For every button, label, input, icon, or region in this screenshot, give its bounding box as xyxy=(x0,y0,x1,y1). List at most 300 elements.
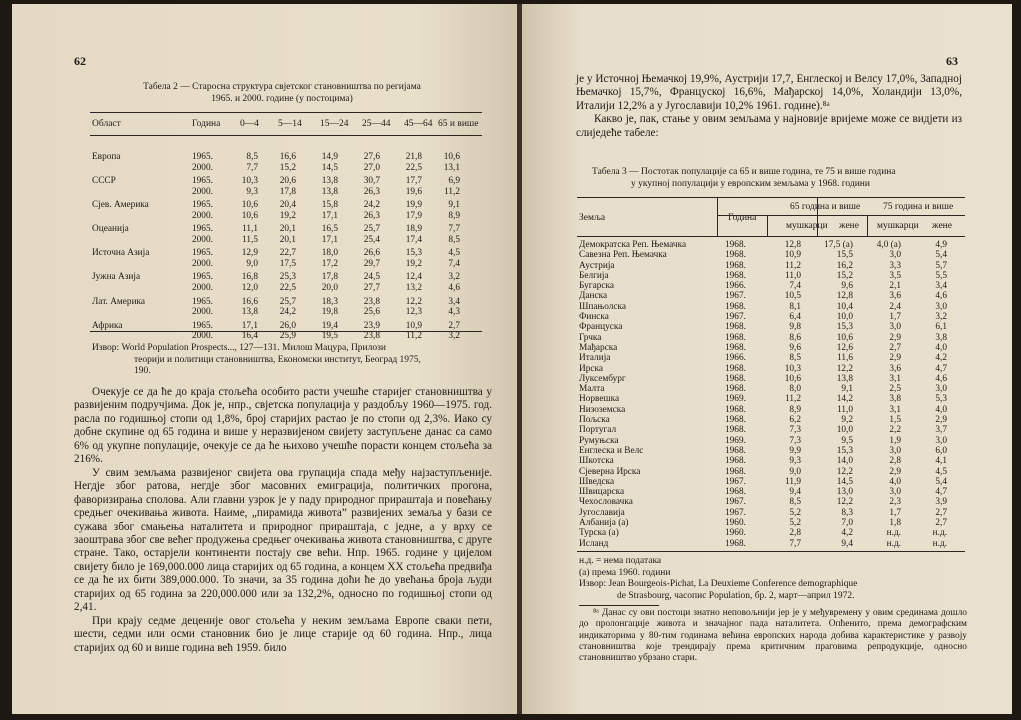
table-cell: 11,0 xyxy=(837,404,853,415)
table-cell: 1,7 xyxy=(889,312,901,323)
table-cell: Шведска xyxy=(579,476,615,487)
table-cell: 2,7 xyxy=(935,518,947,529)
table-row xyxy=(579,333,965,343)
table-row xyxy=(579,456,965,466)
table-cell: Шпањолска xyxy=(579,301,626,312)
table-cell: 2,9 xyxy=(935,415,947,426)
table-cell: 13,8 xyxy=(321,176,338,187)
table-cell: 5,7 xyxy=(935,260,947,271)
table-row xyxy=(579,291,965,301)
table-cell: 5,5 xyxy=(935,270,947,281)
table-cell: Јужна Азија xyxy=(92,272,141,283)
table-cell: 3,5 xyxy=(889,270,901,281)
table-row xyxy=(579,425,965,435)
table-cell: 1965. xyxy=(192,296,213,307)
footnote-rule xyxy=(579,605,659,606)
table-cell: 10,3 xyxy=(784,363,801,374)
table-cell: 13,2 xyxy=(405,283,422,294)
table-row xyxy=(579,322,965,332)
table-row xyxy=(579,467,965,477)
table-row xyxy=(579,281,965,291)
table-cell: 18,0 xyxy=(321,248,338,259)
table-row xyxy=(92,224,482,235)
table-cell: 30,7 xyxy=(363,176,380,187)
table-cell: 2,7 xyxy=(889,342,901,353)
table-cell: 26,6 xyxy=(363,248,380,259)
paragraph: При крају седме деценије овог стољећа у неким земљама Европе сваки пети, шести, седми или осми становник био је лице старије од 60 година. Нпр., лица старијих од 60 и више година већ 1959. било xyxy=(74,614,492,654)
table-cell: 6,9 xyxy=(448,176,460,187)
table-cell: 1,5 xyxy=(889,415,901,426)
table-cell: 1969. xyxy=(725,435,746,446)
table-cell: 17,1 xyxy=(321,234,338,245)
table-cell: 17,2 xyxy=(321,258,338,269)
table-cell: 1968. xyxy=(725,487,746,498)
table-cell: 4,7 xyxy=(935,487,947,498)
table-cell: Африка xyxy=(92,320,123,331)
table-cell: 5,3 xyxy=(935,394,947,405)
table-cell: 4,6 xyxy=(935,291,947,302)
table-cell: 4,6 xyxy=(935,373,947,384)
table-cell: 24,2 xyxy=(279,307,296,318)
table-cell: Чехословачка xyxy=(579,497,633,508)
left-page: 62 Табела 2 — Старосна структура свјетског становништва по регијама 1965. и 2000. године (у постоцима) Област Година 0—4 5—14 15—24 25—44 45—64 65 и више Европа 1965. 8,5 16,6 14,9 27,6 21,8 10,6 2000. 7,7 15,2 14,5 27,0 22,5 13,1 СССР 1965. 10,3 20,6 13,8 30,7 17,7 6,9 2000. 9,3 17,8 13,8 26,3 19,6 11,2 Сјев. Америка 1965. 10,6 20,4 15,8 24,2 19,9 9,1 2000. 10,6 19,2 17,1 26,3 17,9 8,9 Оцеанија 1965. 11,1 20,1 16,5 25,7 18,9 7,7 2000. 11,5 20,1 17,1 25,4 17,4 8,5 Источна Азија 1965. 12,9 22,7 18,0 26,6 15,3 4,5 2000. 9,0 17,5 17,2 29,7 19,2 7,4 Јужна Азија 1965. 16,8 25,3 17,8 24,5 12,4 3,2 2000. 12,0 22,5 20,0 27,7 13,2 4,6 Лат. Америка 1965. 16,6 25,7 18,3 23,8 12,2 3,4 2000. 13,8 24,2 19,8 25,6 12,3 4,3 Африка 1965. 17,1 26,0 19,4 23,9 10,9 2,7 2000. 16,4 25,9 19,5 23,8 11,2 3,2 Извор: World Population Prospects..., 127—131. Милош Мацура, Прилози теорији и политици становништва, Економски институт, Београд 1975, 190. Очекује се да ће до краја стољећа особито расти учешће старијег становништва у развијеним подручјима. Док је, нпр., свјетска популација у раздобљу 1960—1975. год. расла по годишњој стопи од 1,8%, број старијих растао је по стопи од 2,3%. Иако су добне скупине од 65 година и више у неразвијеном свијету заступљене данас са само 6% од укупне популације, очекује се да ће њихово учешће порасти концем стољећа за 216%. У свим земљама развијеног свијета ова групација спада међу најзаступљеније. Негдје због ратова, негдје због масовних емиграција, политичких прогона, фаворизирања сполова. Али главни узрок је у паду природног прираштаја и повећању средњег очекивања живота. Наиме, „пирамида живота” развијених земаља у бази се сужава због смањења наталитета и природног прираштаја, с једне, а у врху се заоштрава због све већег продужења средњег очекивања живота становништва, с друге стране. Тако, остарјели континенти постају све већи. Нпр. 1965. године у цијелом свијету било је 169,000.000 лица старијих од 65 година, а концем XX стољећа предвиђа се да ће их бити 389,000.000. То значи, за 35 година доћи ће до увећања броја људи старијих од 65 година за 220,000.000 или за 132,2%, односно по годишњој стопи од 2,41. При крају седме деценије овог стољећа у неким земљама Европе сваки пети, шести, седми или осми становник био је лице старије од 60 година. Нпр., лица старијих од 60 и више година већ 1959. било xyxy=(12,4,517,714)
table-cell: Европа xyxy=(92,152,121,162)
table-cell: 4,5 xyxy=(935,466,947,477)
table-cell: 1968. xyxy=(725,260,746,271)
table-cell: 26,0 xyxy=(279,320,296,331)
table-cell: 7,3 xyxy=(789,435,801,446)
table-cell: 9,1 xyxy=(841,384,853,395)
table-cell: 20,1 xyxy=(279,224,296,235)
table-cell: 2000. xyxy=(192,186,213,197)
table-cell: 18,9 xyxy=(405,224,422,235)
table-cell: 3,3 xyxy=(889,260,901,271)
table-cell: Демократска Реп. Њемачка xyxy=(579,240,687,250)
table-cell: 16,6 xyxy=(279,152,296,162)
table-cell: 25,6 xyxy=(363,307,380,318)
table-cell: 1968. xyxy=(725,373,746,384)
table-cell: 2,9 xyxy=(889,353,901,364)
table-row xyxy=(92,283,482,294)
table-cell: Савезна Реп. Њемачка xyxy=(579,250,667,261)
table-cell: 8,5 xyxy=(789,353,801,364)
table-cell: 25,3 xyxy=(279,272,296,283)
table-cell: 1968. xyxy=(725,363,746,374)
table-row xyxy=(579,312,965,322)
table-cell: 2,7 xyxy=(448,320,460,331)
table-cell: 2000. xyxy=(192,283,213,294)
table-row xyxy=(579,497,965,507)
table-cell: 19,5 xyxy=(321,331,338,342)
table-cell: 3,6 xyxy=(889,363,901,374)
table-cell: 4,0 xyxy=(935,404,947,415)
table-cell: 12,9 xyxy=(241,248,258,259)
table-cell: 2,2 xyxy=(889,425,901,436)
table-cell: 9,9 xyxy=(789,445,801,456)
table-row xyxy=(92,163,482,174)
table-cell: 20,0 xyxy=(321,283,338,294)
table-cell: 1968. xyxy=(725,250,746,261)
table-row xyxy=(579,374,965,384)
table-cell: 8,5 xyxy=(246,152,258,162)
table-cell: 25,7 xyxy=(363,224,380,235)
table-cell: 2,8 xyxy=(889,456,901,467)
table-row xyxy=(92,187,482,198)
table-cell: 1,8 xyxy=(889,518,901,529)
table-row xyxy=(579,528,965,538)
table-cell: 2,1 xyxy=(889,281,901,292)
table-cell: 29,7 xyxy=(363,258,380,269)
table-row xyxy=(92,297,482,308)
table-cell: 16,2 xyxy=(836,260,853,271)
table-cell: 5,4 xyxy=(935,250,947,261)
table-cell: 1968. xyxy=(725,342,746,353)
table-cell: Пољска xyxy=(579,415,610,426)
table-cell: 13,0 xyxy=(836,487,853,498)
table-cell: 12,2 xyxy=(836,466,853,477)
table-cell: 15,5 xyxy=(836,250,853,261)
table-cell: 1968. xyxy=(725,404,746,415)
table-row xyxy=(92,152,482,163)
table-cell: 19,2 xyxy=(279,210,296,221)
table-cell: 27,0 xyxy=(363,162,380,173)
table-cell: 21,8 xyxy=(405,152,422,162)
table-row xyxy=(92,176,482,187)
table-cell: 4,0 xyxy=(935,342,947,353)
table-cell: 23,8 xyxy=(363,331,380,342)
table-row xyxy=(92,200,482,211)
table-cell: 17,5 xyxy=(279,258,296,269)
table-cell: 2000. xyxy=(192,162,213,173)
table-cell: 14,5 xyxy=(321,162,338,173)
table-cell: 9,3 xyxy=(246,186,258,197)
table-cell: Источна Азија xyxy=(92,248,150,259)
table-cell: 3,0 xyxy=(889,322,901,333)
table-cell: 17,7 xyxy=(405,176,422,187)
table-3-subheader-rule xyxy=(718,215,965,216)
table-row xyxy=(579,539,965,549)
table-cell: 5,4 xyxy=(935,476,947,487)
table-cell: 10,6 xyxy=(241,200,258,211)
table-cell: 2,7 xyxy=(935,507,947,518)
table-cell: 20,1 xyxy=(279,234,296,245)
table-cell: 1967. xyxy=(725,507,746,518)
table-cell: 10,4 xyxy=(836,301,853,312)
table-cell: 17,4 xyxy=(405,234,422,245)
table-cell: 8,9 xyxy=(448,210,460,221)
table-cell: 2,4 xyxy=(889,301,901,312)
table-cell: 3,6 xyxy=(889,291,901,302)
table-cell: 11,2 xyxy=(406,331,422,342)
table-cell: 3,8 xyxy=(935,332,947,343)
table-cell: 10,5 xyxy=(784,291,801,302)
table-3-top-rule xyxy=(577,197,965,198)
book-spread xyxy=(12,4,1012,714)
table-cell: 4,6 xyxy=(448,283,460,294)
table-row xyxy=(579,261,965,271)
table-cell: 20,4 xyxy=(279,200,296,211)
table-cell: 8,5 xyxy=(789,497,801,508)
table-cell: 9,8 xyxy=(789,322,801,333)
table-cell: 15,8 xyxy=(321,200,338,211)
table-cell: 3,2 xyxy=(448,331,460,342)
table-cell: 3,0 xyxy=(889,445,901,456)
table-cell: 19,9 xyxy=(405,200,422,211)
table-2-top-rule xyxy=(90,112,482,113)
paragraph: У свим земљама развијеног свијета ова групација спада међу најзаступљеније. Негдје због ратова, негдје због масовних емиграција, политичких прогона, фаворизирања сполова. Али главни узрок је у паду природног прираштаја и повећању средњег очекивања живота. Наиме, „пирамида живота” развијених земаља у бази се сужава због смањења наталитета и природног прираштаја, с једне, а у врху се заоштрава због све већег продужења средњег очекивања живота становништва, с друге стране. Тако, остарјели континенти постају све већи. Нпр. 1965. године у цијелом свијету било је 169,000.000 лица старијих од 65 година, а концем XX стољећа предвиђа се да ће их бити 389,000.000. То значи, за 35 година доћи ће до увећања броја људи старијих од 65 година за 220,000.000 или за 132,2%, односно по годишњој стопи од 2,41. xyxy=(74,466,492,614)
right-body-text xyxy=(576,73,962,140)
table-row xyxy=(579,271,965,281)
table-cell: 7,3 xyxy=(789,425,801,436)
table-row xyxy=(579,353,965,363)
table-cell: 1967. xyxy=(725,291,746,302)
table-cell: 17,1 xyxy=(321,210,338,221)
table-cell: 4,0 xyxy=(889,476,901,487)
table-cell: 6,4 xyxy=(789,312,801,323)
table-cell: 10,3 xyxy=(241,176,258,187)
table-cell: 11,6 xyxy=(837,353,853,364)
table-cell: 2000. xyxy=(192,234,213,245)
table-cell: 14,2 xyxy=(836,394,853,405)
table-cell: 25,7 xyxy=(279,296,296,307)
table-cell: Исланд xyxy=(579,538,609,549)
table-2-caption: Табела 2 — Старосна структура свјетског становништва по регијама 1965. и 2000. године (у постоцима) xyxy=(143,82,421,104)
table-cell: 16,5 xyxy=(321,224,338,235)
table-cell: 10,6 xyxy=(443,152,460,162)
table-cell: 3,1 xyxy=(889,373,901,384)
table-cell: 4,5 xyxy=(448,248,460,259)
table-3-notes: н.д. = нема података (а) према 1960. години Извор: Jean Bourgeois-Pichat, La Deuxieme Conference demographique de Strasbourg, часопис Population, бр. 2, март—април 1972. xyxy=(579,556,858,601)
table-cell: 9,4 xyxy=(841,538,853,549)
table-cell: 1966. xyxy=(725,353,746,364)
table-cell: 11,0 xyxy=(785,270,801,281)
table-cell: 1967. xyxy=(725,312,746,323)
table-3-body xyxy=(579,240,965,549)
table-row xyxy=(579,302,965,312)
table-cell: н.д. xyxy=(886,528,901,539)
table-cell: 1960. xyxy=(725,518,746,529)
table-cell: 1967. xyxy=(725,497,746,508)
table-cell: 7,7 xyxy=(789,538,801,549)
table-cell: 14,0 xyxy=(836,456,853,467)
table-cell: 3,4 xyxy=(935,281,947,292)
table-cell: 7,7 xyxy=(246,162,258,173)
table-cell: 3,0 xyxy=(889,487,901,498)
table-cell: 4,1 xyxy=(935,456,947,467)
table-cell: 10,9 xyxy=(784,250,801,261)
table-3-caption: Табела 3 — Постотак популације са 65 и више година, те 75 и више година у укупној популацији у европским земљама у 1968. години xyxy=(592,167,896,189)
table-cell: н.д. xyxy=(932,528,947,539)
table-cell: 15,2 xyxy=(279,162,296,173)
table-cell: 20,6 xyxy=(279,176,296,187)
right-page xyxy=(522,4,1012,714)
table-cell: 14,5 xyxy=(836,476,853,487)
table-cell: Шкотска xyxy=(579,456,614,467)
table-cell: 5,2 xyxy=(789,518,801,529)
table-cell: 8,6 xyxy=(789,332,801,343)
table-row xyxy=(579,250,965,260)
table-cell: 4,0 (а) xyxy=(876,240,901,250)
table-cell: н.д. xyxy=(932,538,947,549)
table-cell: 19,2 xyxy=(405,258,422,269)
table-cell: 3,8 xyxy=(889,394,901,405)
table-cell: Лат. Америка xyxy=(92,296,146,307)
table-cell: 3,9 xyxy=(935,497,947,508)
table-cell: 1,9 xyxy=(889,435,901,446)
table-cell: Малта xyxy=(579,384,605,395)
table-cell: 8,1 xyxy=(789,301,801,312)
table-cell: Норвешка xyxy=(579,394,620,405)
table-cell: 8,0 xyxy=(789,384,801,395)
table-cell: 1968. xyxy=(725,332,746,343)
table-cell: 26,3 xyxy=(363,186,380,197)
table-2-bottom-rule xyxy=(90,331,482,332)
table-cell: Швицарска xyxy=(579,487,625,498)
table-cell: 3,4 xyxy=(448,296,460,307)
table-cell: 1968. xyxy=(725,270,746,281)
table-cell: 19,4 xyxy=(321,320,338,331)
table-cell: 1966. xyxy=(725,281,746,292)
paragraph: је у Источној Њемачкој 19,9%, Аустрији 17,7, Енглеској и Велсу 17,0%, Западној Њемачкој 15,7%, Француској 16,6%, Мађарској 14,0%, Холандији 13,0%, Италији 12,2% а у Југославији 10,2% 1961. године).⁸ᵃ xyxy=(576,73,962,112)
table-2-source: Извор: World Population Prospects..., 127—131. Милош Мацура, Прилози теорији и политици становништва, Економски институт, Београд 1975, 190. xyxy=(92,343,421,376)
table-cell: 2000. xyxy=(192,331,213,342)
page-number: 62 xyxy=(74,54,86,68)
table-row xyxy=(579,240,965,250)
table-row xyxy=(579,487,965,497)
table-cell: 17,9 xyxy=(405,210,422,221)
table-cell: 3,2 xyxy=(448,272,460,283)
table-cell: Аустрија xyxy=(579,260,615,271)
table-row xyxy=(92,248,482,259)
table-cell: 10,6 xyxy=(784,373,801,384)
table-cell: 13,8 xyxy=(241,307,258,318)
table-cell: 2,9 xyxy=(889,332,901,343)
table-cell: 1968. xyxy=(725,322,746,333)
table-cell: 25,9 xyxy=(279,331,296,342)
table-cell: 22,5 xyxy=(405,162,422,173)
table-cell: Румуњска xyxy=(579,435,619,446)
table-cell: Југославија xyxy=(579,507,625,518)
table-cell: 1968. xyxy=(725,425,746,436)
table-cell: 15,3 xyxy=(405,248,422,259)
table-cell: 27,7 xyxy=(363,283,380,294)
table-cell: 12,8 xyxy=(784,240,801,250)
table-cell: 18,3 xyxy=(321,296,338,307)
table-cell: 14,9 xyxy=(321,152,338,162)
table-cell: 24,2 xyxy=(363,200,380,211)
table-3-header: Земља Година 65 година и више 75 година и више мушкарци жене мушкарци жене xyxy=(579,202,954,231)
table-cell: 12,2 xyxy=(836,497,853,508)
table-cell: Оцеанија xyxy=(92,224,129,235)
table-cell: 11,9 xyxy=(785,476,801,487)
table-cell: 15,3 xyxy=(836,445,853,456)
table-row xyxy=(92,272,482,283)
table-cell: 3,7 xyxy=(935,425,947,436)
table-row xyxy=(579,394,965,404)
table-cell: 16,4 xyxy=(241,331,258,342)
table-cell: 1968. xyxy=(725,466,746,477)
table-cell: 1965. xyxy=(192,320,213,331)
table-cell: 9,0 xyxy=(246,258,258,269)
table-cell: 4,2 xyxy=(935,353,947,364)
table-cell: 1965. xyxy=(192,272,213,283)
table-cell: 12,3 xyxy=(405,307,422,318)
table-cell: 1965. xyxy=(192,248,213,259)
table-cell: Мађарска xyxy=(579,342,618,353)
table-cell: 1967. xyxy=(725,476,746,487)
table-cell: 3,1 xyxy=(889,404,901,415)
table-cell: 2000. xyxy=(192,210,213,221)
table-cell: 1965. xyxy=(192,224,213,235)
table-cell: 17,8 xyxy=(279,186,296,197)
table-row xyxy=(92,307,482,318)
table-cell: 13,8 xyxy=(836,373,853,384)
table-cell: 3,0 xyxy=(889,250,901,261)
table-cell: 12,6 xyxy=(836,342,853,353)
table-cell: 10,6 xyxy=(836,332,853,343)
paragraph: Очекује се да ће до краја стољећа особито расти учешће старијег становништва у развијеним подручјима. Док је, нпр., свјетска популација у раздобљу 1960—1975. год. расла по годишњој стопи од 1,8%, број старијих растао је по стопи од 2,3%. Иако су добне скупине од 65 година и више у неразвијеном свијету заступљене данас са само 6% од укупне популације, очекује се да ће њихово учешће порасти концем стољећа за 216%. xyxy=(74,386,492,466)
page-number: 63 xyxy=(946,54,958,68)
table-2-body xyxy=(92,152,482,342)
table-row xyxy=(579,436,965,446)
table-cell: 12,4 xyxy=(405,272,422,283)
table-cell: 11,2 xyxy=(785,394,801,405)
table-cell: 9,2 xyxy=(841,415,853,426)
table-cell: 1968. xyxy=(725,240,746,250)
table-cell: 1965. xyxy=(192,176,213,187)
table-row xyxy=(579,384,965,394)
table-cell: Сјеверна Ирска xyxy=(579,466,641,477)
table-row xyxy=(92,211,482,222)
table-cell: 2,5 xyxy=(889,384,901,395)
table-cell: 10,6 xyxy=(241,210,258,221)
table-row xyxy=(579,446,965,456)
table-row xyxy=(579,405,965,415)
table-cell: 5,2 xyxy=(789,507,801,518)
table-cell: 22,7 xyxy=(279,248,296,259)
table-cell: Ирска xyxy=(579,363,603,374)
table-cell: 9,6 xyxy=(841,281,853,292)
table-cell: 2000. xyxy=(192,258,213,269)
table-cell: 12,0 xyxy=(241,283,258,294)
table-cell: 3,0 xyxy=(935,301,947,312)
table-cell: 10,0 xyxy=(836,425,853,436)
table-cell: 1968. xyxy=(725,384,746,395)
table-row xyxy=(92,321,482,332)
left-body-text xyxy=(74,386,492,655)
table-cell: 7,4 xyxy=(789,281,801,292)
table-cell: 12,2 xyxy=(405,296,422,307)
table-cell: Низоземска xyxy=(579,404,626,415)
table-cell: 2,3 xyxy=(889,497,901,508)
table-cell: 11,2 xyxy=(785,260,801,271)
table-cell: Луксембург xyxy=(579,373,626,384)
table-cell: 15,3 xyxy=(836,322,853,333)
table-cell: 3,0 xyxy=(935,384,947,395)
table-cell: 6,0 xyxy=(935,445,947,456)
table-cell: 17,8 xyxy=(321,272,338,283)
table-cell: Италија xyxy=(579,353,611,364)
table-cell: н.д. xyxy=(886,538,901,549)
table-cell: 17,1 xyxy=(241,320,258,331)
table-row xyxy=(92,331,482,342)
table-cell: 7,7 xyxy=(448,224,460,235)
table-cell: 12,8 xyxy=(836,291,853,302)
table-cell: Португал xyxy=(579,425,617,436)
table-cell: 12,2 xyxy=(836,363,853,374)
table-cell: 11,2 xyxy=(444,186,460,197)
table-cell: 1965. xyxy=(192,200,213,211)
